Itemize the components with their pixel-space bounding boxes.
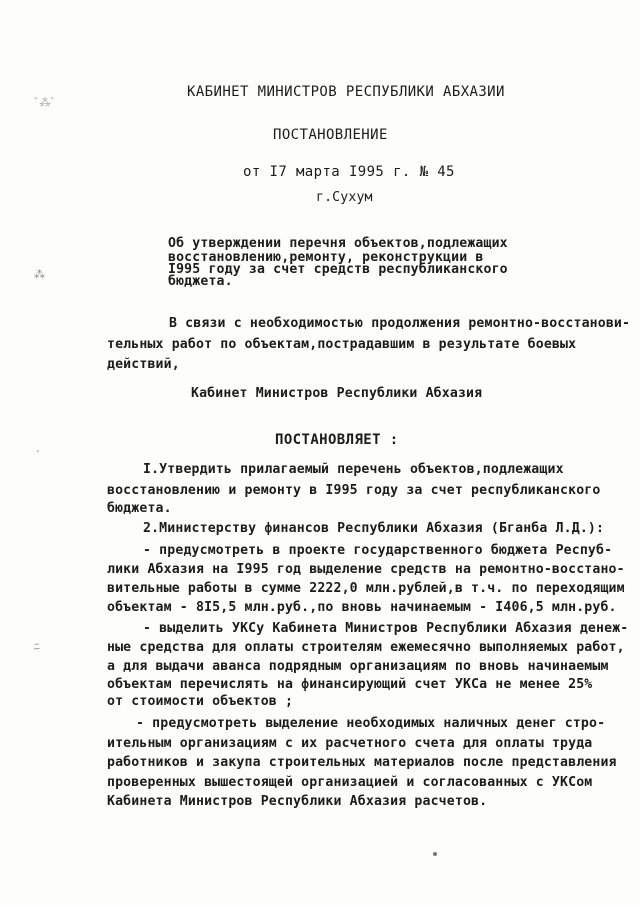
body-line: вительные работы в сумме 2222,0 млн.рублей,в т.ч. по переходящим — [107, 581, 625, 596]
resolves-heading: ПОСТАНОВЛЯЕТ : — [275, 432, 399, 448]
body-line: от стоимости объектов ; — [107, 694, 294, 709]
document-date-number: от I7 марта I995 г. № 45 — [243, 164, 455, 180]
body-line: проверенных вышестоящей организацией и согласованных с УКСом — [107, 775, 593, 790]
body-line: I.Утвердить прилагаемый перечень объектов,подлежащих — [143, 462, 564, 477]
body-line: ные средства для оплаты строителям ежемесячно выполняемых работ, — [107, 640, 625, 655]
institution-title: КАБИНЕТ МИНИСТРОВ РЕСПУБЛИКИ АБХАЗИИ — [187, 84, 505, 100]
body-line: а для выдачи аванса подрядным организациям по вновь начинаемым — [107, 659, 609, 674]
body-line: работников и закупа строительных материалов после представления — [107, 755, 617, 770]
body-line: - предусмотреть в проекте государственного бюджета Респуб- — [143, 543, 613, 558]
cabinet-name: Кабинет Министров Республики Абхазия — [191, 386, 483, 401]
subject-line: восстановлению,ремонту, реконструкции в — [168, 250, 484, 265]
body-line: восстановлению и ремонту в I995 году за счет республиканского — [107, 483, 601, 498]
body-line: - выделить УКСу Кабинета Министров Республики Абхазия денеж- — [143, 621, 629, 636]
body-line: лики Абхазия на I995 год выделение средств на ремонтно-восстано- — [107, 562, 625, 577]
binding-hole-mark: ﾟ⁂ﾟ — [34, 96, 56, 109]
preamble-line: тельных работ по объектам,пострадавшим в результате боевых — [107, 337, 577, 352]
preamble-line: действий, — [107, 357, 180, 372]
document-type-title: ПОСТАНОВЛЕНИЕ — [273, 127, 388, 143]
binding-hole-mark: ⁂ — [34, 268, 45, 281]
body-line: 2.Министерству финансов Республики Абхазия (Бганба Л.Д.): — [143, 521, 605, 536]
binding-hole-mark: ﾞ — [36, 449, 42, 462]
subject-line: I995 году за счет средств республиканского — [168, 262, 508, 277]
body-line: бюджета. — [107, 501, 172, 516]
ink-speck — [433, 852, 437, 856]
subject-line: Об утверждении перечня объектов,подлежащих — [168, 236, 508, 251]
body-line: объектам - 8I5,5 млн.руб.,по вновь начинаемым - I406,5 млн.руб. — [107, 600, 617, 615]
document-city: г.Сухум — [316, 190, 373, 205]
preamble-line: В связи с необходимостью продолжения ремонтно-восстанови- — [169, 316, 631, 331]
binding-hole-mark: ﾆ — [34, 640, 40, 653]
body-line: Кабинета Министров Республики Абхазия расчетов. — [107, 794, 488, 809]
body-line: - предусмотреть выделение необходимых наличных денег стро- — [136, 716, 606, 731]
subject-line: бюджета. — [168, 274, 233, 289]
body-line: объектам перечислять на финансирующий счет УКСа не менее 25% — [107, 677, 593, 692]
body-line: ительным организациям с их расчетного счета для оплаты труда — [107, 736, 593, 751]
